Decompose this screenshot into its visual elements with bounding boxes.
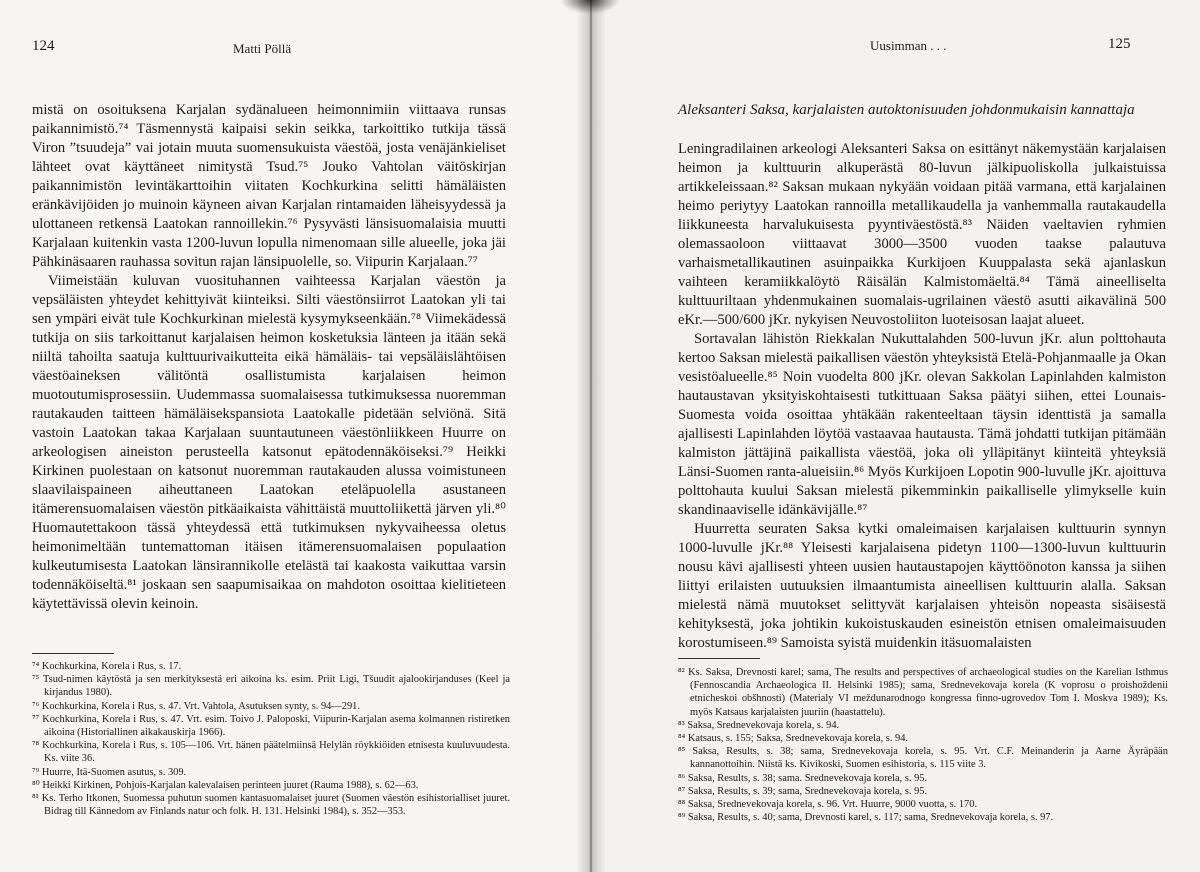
left-paragraph: mistä on osoituksena Karjalan sydänalueen heimonnimiin viittaava runsas paikannimistö.⁷⁴ Täsmennystä kaipaisi sekin seikka, tarkoittiko tutkija tässä Viron ”tsuudeja” vai jotain muuta suomensukuista väestöä, josta venäjänkieliset lähteet ovat käyttäneet nimitystä Tsud.⁷⁵ Jouko Vahtolan väitöskirjan paikannimistön levintäkarttoihin viitaten Kochkurkina selitti hämäläisten eränkävijöiden jo muinoin käyneen aivan Karjalan rintamaiden läheisyydessä ja ulottaneen retkensä Laatokan rannoillekin.⁷⁶ Pysyvästi länsisuomalaisia muutti Karjalaan kuitenkin vasta 1200-luvun lopulla nimenomaan sille alueelle, joka jäi Pähkinäsaaren rauhassa sovitun rajan länsipuolelle, so. Viipurin Karjalaan.⁷⁷ (32, 102, 506, 270)
footnote: ⁷⁴ Kochkurkina, Korela i Rus, s. 17. (32, 661, 182, 672)
footnote: ⁸⁵ Saksa, Results, s. 38; sama, Srednevekovaja korela, s. 95. Vrt. C.F. Meinanderin ja Aarne Äyräpään kannanottoihin. Niistä ks. Kivikoski, Suomen esihistoria, s. 115 viite 3. (678, 746, 1168, 771)
footnote: ⁸¹ Ks. Terho Itkonen, Suomessa puhutun suomen kantasuomalaiset juuret (Suomen väestön esihistorialliset juuret. Bidrag till Kännedom av Finlands natur och folk. H. 131. Helsinki 1984), s. 352—353. (32, 793, 510, 818)
footnote: ⁸⁸ Saksa, Srednevekovaja korela, s. 96. Vrt. Huurre, 9000 vuotta, s. 170. (678, 799, 978, 811)
left-footnote-rule (32, 653, 114, 654)
footnote: ⁷⁷ Kochkurkina, Korela i Rus, s. 47. Vrt. esim. Toivo J. Paloposki, Viipurin-Karjalan asema kolmannen ristiretken aikoina (Historiallinen aikakauskirja 1966). (32, 713, 510, 739)
left-footnotes (32, 660, 510, 818)
right-body-text (678, 140, 1166, 653)
left-running-head: Matti Pöllä (233, 41, 292, 56)
right-paragraph: Huurretta seuraten Saksa kytki omaleimaisen karjalaisen kulttuurin synnyn 1000-luvulle jKr.⁸⁸ Yleisesti karjalaisena pidetyn 1100—1300-luvun kulttuurin nousu kävi ajallisesti yhteen uusien hautaustapojen käyttöönoton kanssa ja siihen liittyi erilaisten uutuuksien ilmaantumista aineellisen kulttuurin alalla. Saksan mielestä nämä muutokset selittyvät karjalaisen yhteisön nopeasta sisäisestä kehityksestä, joka johtikin kukoistuskauden esineistön etnisen omaleimaisuuden korostumiseen.⁸⁹ Samoista syistä muidenkin itäsuomalaisten (678, 521, 1166, 651)
book-gutter-shadow (576, 0, 606, 872)
footnote: ⁸⁴ Katsaus, s. 155; Saksa, Srednevekovaja korela, s. 94. (678, 733, 909, 745)
right-footnote-rule (678, 658, 760, 659)
right-paragraph: Sortavalan lähistön Riekkalan Nukuttalahden 500-luvun jKr. alun polttohauta kertoo Saksan mielestä paikallisen väestön yhteyksistä Etelä-Pohjanmaalle ja Okan vesistöalueelle.⁸⁵ Noin vuodelta 800 jKr. olevan Sakkolan Lapinlahden kalmiston hautaustavan yksityiskohtaisesti tutkittuaan Saksa päätyi siihen, ettei Lounais-Suomesta voida osoittaa yhtäkään rakenteeltaan täysin identtistä ja samalla ajallisesti Lapinlahden löytöä vastaavaa hautausta. Tämä johdatti tutkijan pitämään kalmiston jättäjinä paikallista väestöä, joka oli ylläpitänyt kiinteitä yhteyksiä Länsi-Suomen ranta-alueisiin.⁸⁶ Myös Kurkijoen Lopotin 900-luvulle jKr. ajoittuva polttohauta kuului Saksan mielestä pikemminkin paikalliselle ylimykselle kuin skandinaaviselle idänkävijälle.⁸⁷ (678, 331, 1166, 518)
footnote: ⁸³ Saksa, Srednevekovaja korela, s. 94. (678, 719, 840, 731)
right-running-head: Uusimman . . . (870, 38, 947, 53)
right-paragraph: Leningradilainen arkeologi Aleksanteri Saksa on esittänyt näkemystään karjalaisen heimon ja kulttuurin alkuperästä 80-luvun jälkipuoliskolla julkaistuissa artikkeleissaan.⁸² Saksan mukaan nykyään voidaan pitää varmana, että karjalainen heimo periytyy Laatokan rannoilla metallikaudella ja vanhemmalla rautakaudella liikkuneesta harvalukuisesta pyyntiväestöstä.⁸³ Näiden vaeltavien ryhmien olemassaoloon viittaavat 3000—3500 vuoden taakse palautuva varhaismetallikautinen asuinpaikka Kurkijoen Kuuppalasta sekä ajanlaskun vaihteen keramiikkalöytö Räisälän Kalmistomäeltä.⁸⁴ Tämä aineelliselta kulttuuriltaan yhdenmukainen suomalais-ugrilainen väestö asutti aikavälinä 500 eKr.—500/600 jKr. nykyisen Neuvostoliiton luoteisosan laajat alueet. (678, 141, 1166, 328)
book-spine-shadow (560, 0, 620, 14)
footnote: ⁸⁷ Saksa, Results, s. 39; sama, Srednevekovaja korela, s. 95. (678, 785, 928, 797)
section-heading: Aleksanteri Saksa, karjalaisten autoktonisuuden johdonmukaisin kannattaja (678, 102, 1135, 118)
footnote: ⁸⁰ Heikki Kirkinen, Pohjois-Karjalan kalevalaisen perinteen juuret (Rauma 1988), s. 62—63. (32, 779, 419, 791)
footnote: ⁸⁹ Saksa, Results, s. 40; sama, Drevnosti karel, s. 117; sama, Srednevekovaja korela, s. 97. (678, 812, 1054, 824)
footnote: ⁸⁶ Saksa, Results, s. 38; sama. Srednevekovaja korela, s. 95. (678, 772, 928, 784)
footnote: ⁷⁵ Tsud-nimen käytöstä ja sen merkityksestä eri aikoina ks. esim. Priit Ligi, Tšuudit ajalookirjanduses (Keel ja kirjandus 1980). (32, 674, 510, 699)
right-page (590, 0, 1200, 872)
left-body-text (32, 101, 506, 614)
right-footnotes (678, 666, 1168, 824)
left-paragraph: Viimeistään kuluvan vuosituhannen vaihteessa Karjalan väestön ja vepsäläisten yhteydet kehittyivät kiinteiksi. Silti väestönsiirrot Laatokan yli tai sen ympäri eivät tule Kochkurkinan mielestä kysymykseenkään.⁷⁸ Viimekädessä tutkija on siis tarkoittanut karjalaisen heimon kosketuksia länteen ja itään sekä niiltä tahoilta saatuja kulttuurivaikutteita eikä hämäläis- tai vepsäläislähtöisen väestöaineksen välitöntä osallistumista karjalaisen heimon muotoutumisprosessiin. Uudemmassa suomalaisessa tutkimuksessa nuoremman rautakauden taitteen hämäläisekspansiota Laatokalle pidetään selviönä. Sitä vastoin Laatokan takaa Karjalaan suuntautuneen väestönliikkeen Huurre on arkeologisen aineiston perusteella katsonut epätodennäköiseksi.⁷⁹ Heikki Kirkinen puolestaan on katsonut nuoremman rautakauden alussa voimistuneen slaavilaispaineen aiheuttaneen Laatokan eteläpuolella asustaneen itämerensuomalaisen väestön pitkäaikaista vähittäistä muuttoliikettä järven yli.⁸⁰ Huomautettakoon tässä yhteydessä että tutkimuksen nykyvaiheessa oletus heimonimeltään tuntemattoman itäisen itämerensuomalaisen populaation kulkeutumisesta Laatokan länsirannikolle etelästä tai kaakosta vaikuttaa varsin todennäköiseltä.⁸¹ joskaan sen saapumisaikaa on mahdoton osoittaa kielitieteen käytettävissä olevin keinoin. (32, 273, 506, 612)
footnote: ⁷⁶ Kochkurkina, Korela i Rus, s. 47. Vrt. Vahtola, Asutuksen synty, s. 94—291. (32, 700, 360, 712)
footnote: ⁸² Ks. Saksa, Drevnosti karel; sama, The results and perspectives of archaeological studies on the Karelian Isthmus (Fennoscandia Archaeologica II. Helsinki 1985); sama, Srednevekovaja korela (K voprosu o proishoždenii etnicheskoi obšhnosti) (Materialy VI meždunarodnogo kongressa finno-ugrovedov Tom I. Moskva 1989); Ks. myös Katsaus karjalaisten juuriin (haastattelu). (678, 667, 1168, 718)
left-page-number: 124 (32, 38, 55, 54)
footnote: ⁷⁹ Huurre, Itä-Suomen asutus, s. 309. (32, 766, 187, 778)
footnote: ⁷⁸ Kochkurkina, Korela i Rus, s. 105—106. Vrt. hänen päätelmiinsä Helylän röykkiöiden etnisesta kuuluvuudesta. Ks. viite 36. (32, 740, 510, 765)
left-page (0, 0, 590, 872)
right-page-number: 125 (1108, 36, 1131, 52)
